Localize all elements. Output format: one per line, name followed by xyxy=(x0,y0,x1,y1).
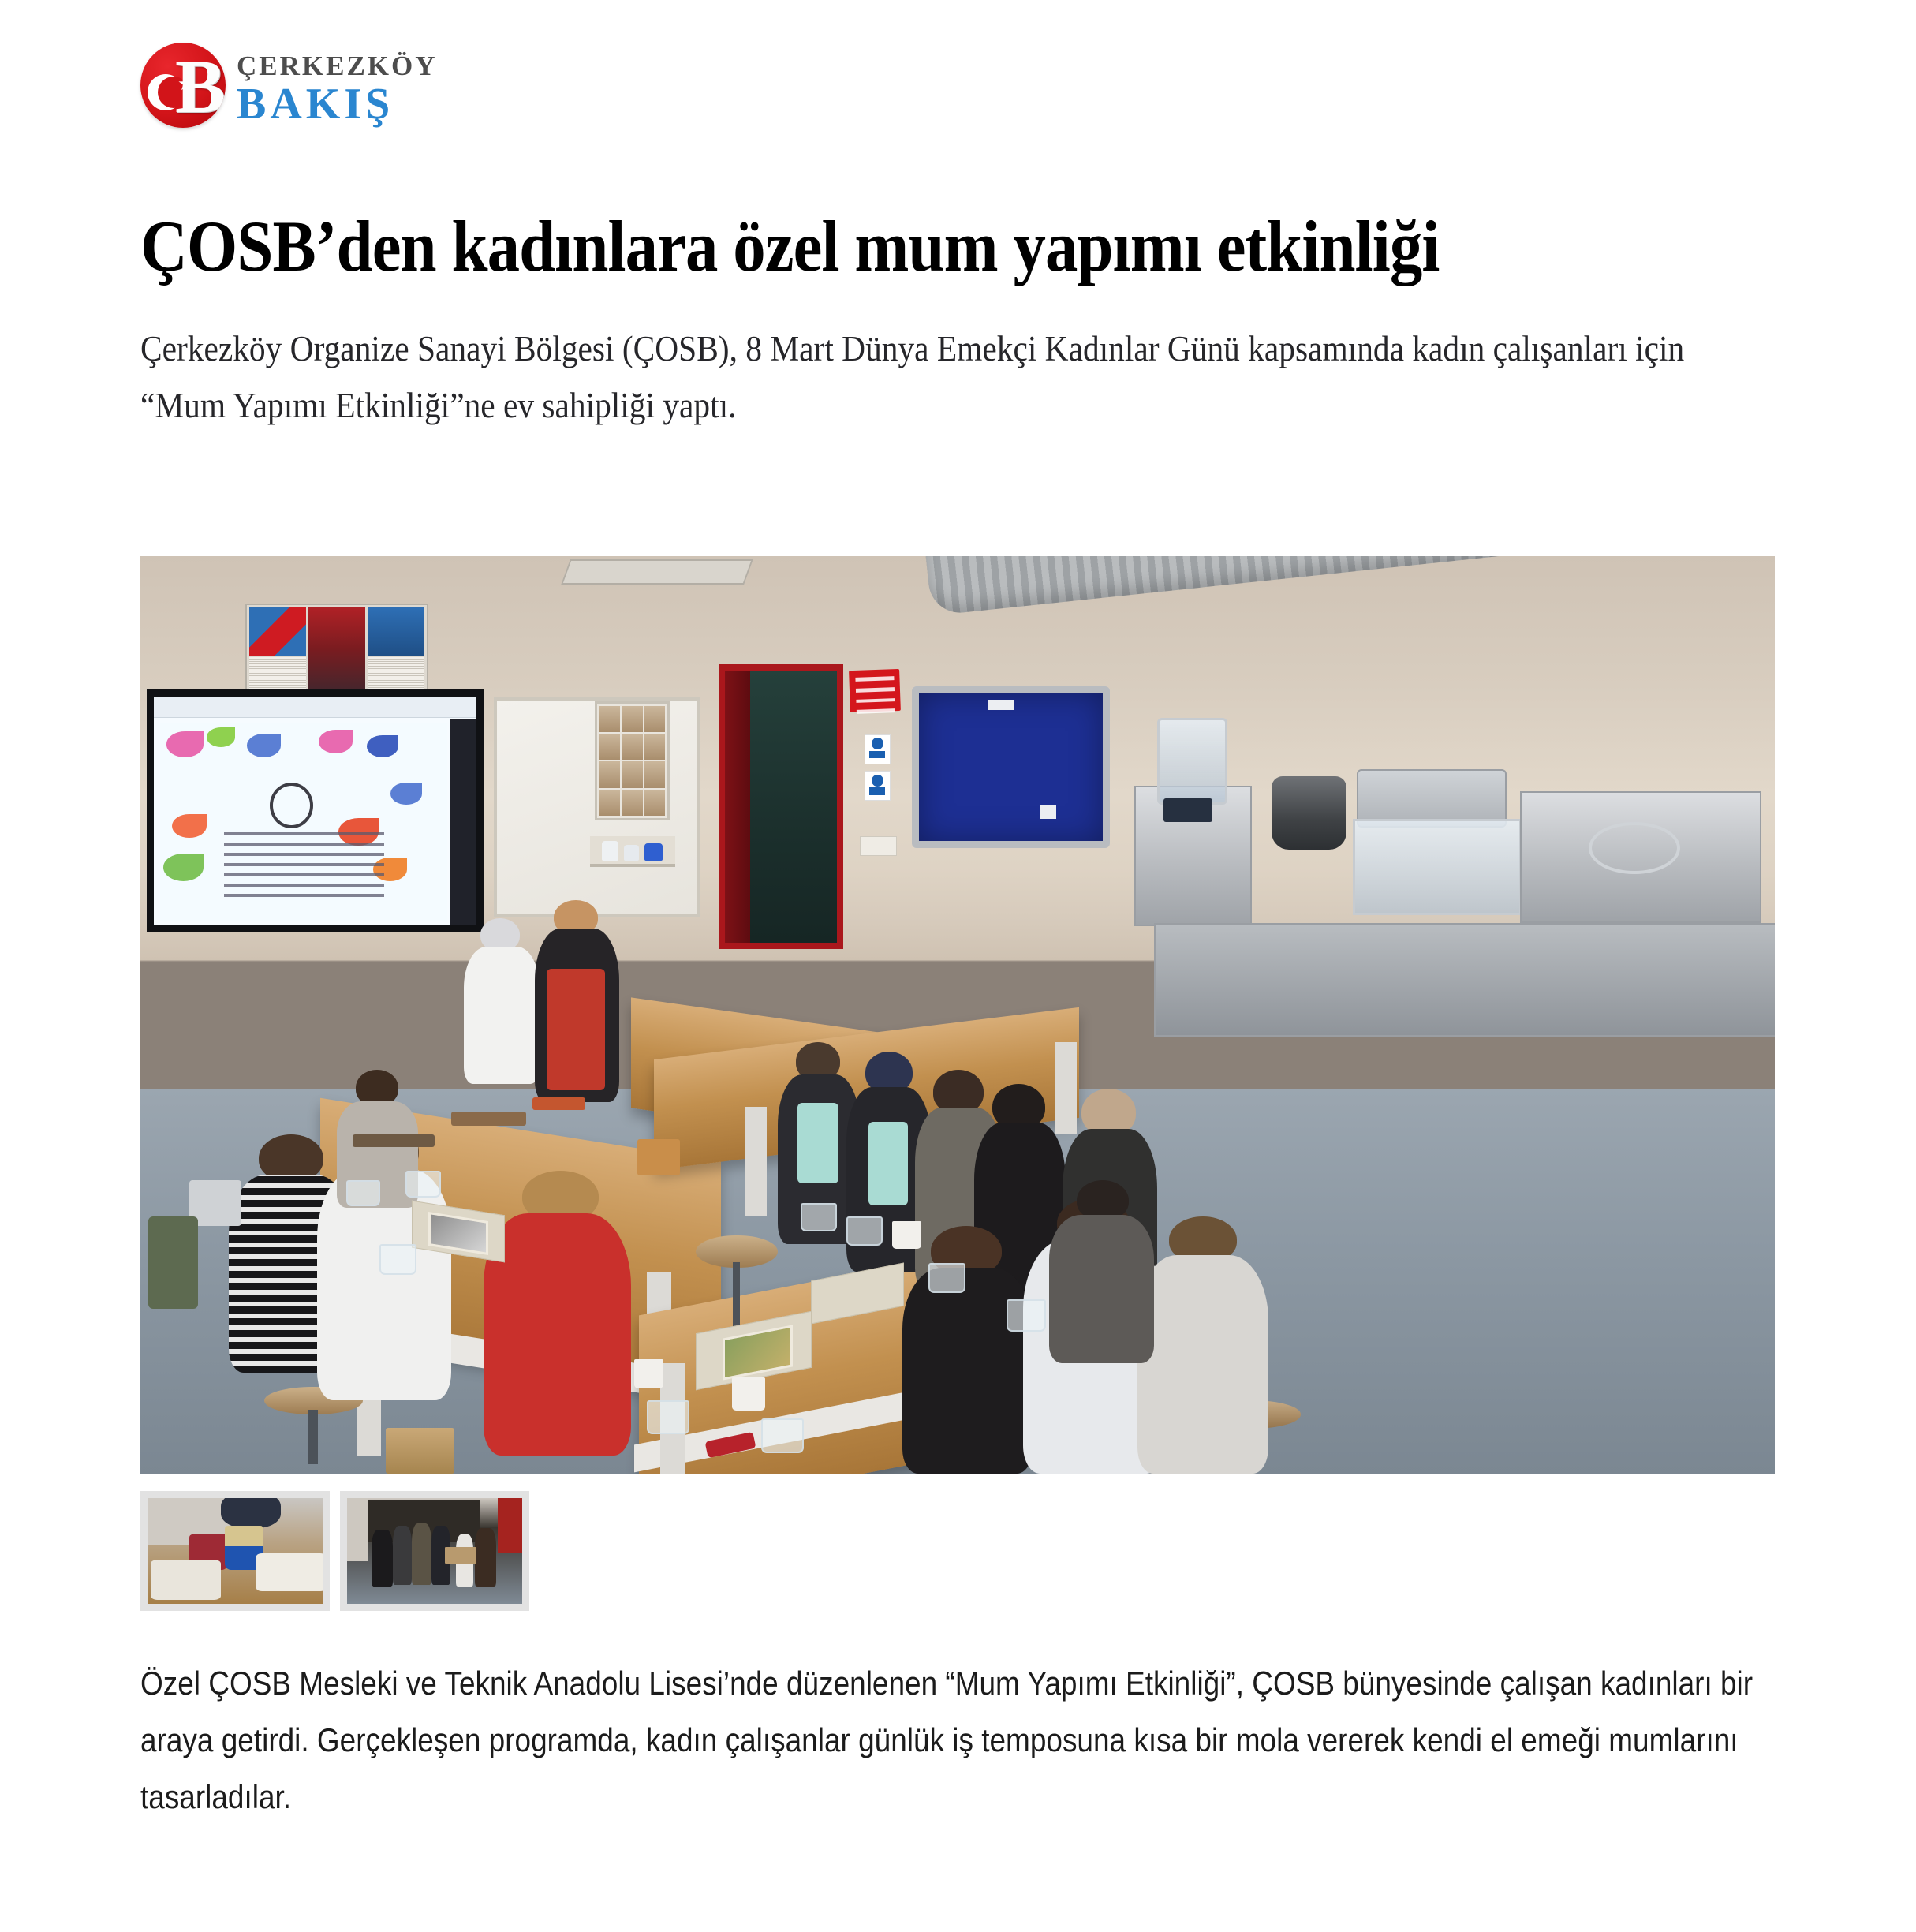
thumbnail-gallery xyxy=(140,1491,529,1611)
cabinet-cell xyxy=(599,790,620,816)
sign-line xyxy=(855,676,894,682)
cabinet-cell xyxy=(644,790,665,816)
article-lead: Çerkezköy Organize Sanayi Bölgesi (ÇOSB), 8 Mart Dünya Emekçi Kadınlar Günü kapsamında kadın çalışanları için “Mum Yapımı Etkinliği”ne ev sahipliği yaptı. xyxy=(140,329,1685,425)
slide-flower-10 xyxy=(390,783,422,804)
site-logo-link[interactable] xyxy=(140,43,438,128)
cabinet-cell xyxy=(644,734,665,760)
cabinet-cell xyxy=(622,734,642,760)
notice-paper xyxy=(1040,805,1057,819)
person-body xyxy=(1137,1255,1268,1474)
paper-cup xyxy=(892,1221,921,1249)
wall-shelf xyxy=(590,836,675,867)
shelf-item-jar xyxy=(602,841,619,860)
thumb-person xyxy=(372,1530,393,1586)
thumb-table xyxy=(445,1547,476,1564)
machine-glass-chamber xyxy=(1157,718,1227,805)
slide-flower-5 xyxy=(367,735,398,757)
red-door xyxy=(719,664,842,949)
glass-jar xyxy=(647,1400,689,1435)
slide-flower-1 xyxy=(166,731,204,757)
cabinet-cell xyxy=(644,706,665,732)
wall-socket xyxy=(860,836,898,856)
classroom-scene xyxy=(140,556,1775,1474)
cabinet-cell xyxy=(622,761,642,787)
paper-cup xyxy=(634,1359,663,1388)
logo-bottom-word: BAKIŞ xyxy=(237,80,394,129)
industrial-kettle xyxy=(1272,776,1346,850)
shelf-item-jar xyxy=(624,845,639,860)
paper-bag xyxy=(386,1428,454,1474)
ceiling-light xyxy=(561,559,753,585)
person-shirt xyxy=(797,1103,838,1183)
sign-line xyxy=(857,709,895,715)
page-title: ÇOSB’den kadınlara özel mum yapımı etkinliği xyxy=(140,206,1440,286)
wax-block xyxy=(532,1097,585,1110)
article-header xyxy=(140,207,1777,434)
shelf-item-box xyxy=(644,843,663,861)
sign-line xyxy=(856,698,895,704)
slide-flower-6 xyxy=(172,814,207,838)
person-front-right-4 xyxy=(1049,1180,1154,1364)
article-body xyxy=(140,1655,1786,1825)
cabinet-cell xyxy=(599,761,620,787)
person-head xyxy=(356,1070,398,1105)
thumb-wall xyxy=(347,1498,368,1561)
thumb-paper xyxy=(151,1560,221,1600)
glass-jar xyxy=(346,1180,380,1206)
article-body-paragraph: Özel ÇOSB Mesleki ve Teknik Anadolu Lisesi’nde düzenlenen “Mum Yapımı Etkinliği”, ÇOSB bünyesinde çalışan kadınları bir araya getirdi. Gerçekleşen programda, kadın çalışanlar günlük iş temposuna kısa bir mola vererek kendi el emeği mumlarını tasarladılar. xyxy=(140,1665,1754,1815)
person-front-right-1 xyxy=(902,1226,1033,1474)
waste-bin xyxy=(637,1139,680,1176)
equipment-bench xyxy=(1154,923,1775,1037)
glass-jar xyxy=(379,1244,417,1275)
turkish-flag-roundel-icon xyxy=(140,43,226,128)
thumbnail-2-image xyxy=(347,1498,522,1604)
person-body xyxy=(464,947,539,1084)
warning-sign xyxy=(849,669,901,713)
glass-jar xyxy=(801,1203,836,1232)
person-shirt xyxy=(868,1122,908,1205)
paper-cup xyxy=(732,1377,764,1411)
wall-display-cabinet xyxy=(595,701,670,820)
cabinet-cell xyxy=(599,706,620,732)
stool-post xyxy=(308,1410,317,1464)
logo-top-word: ÇERKEZKÖY xyxy=(237,50,438,81)
hero-image[interactable] xyxy=(140,556,1775,1474)
logo-wordmark xyxy=(237,43,438,127)
slide-flower-4 xyxy=(319,730,353,753)
thumb-person xyxy=(393,1526,412,1585)
door-leaf xyxy=(725,671,749,943)
thumbnail-1-image xyxy=(148,1498,323,1604)
glass-jar xyxy=(928,1263,966,1294)
machine-dial-icon xyxy=(1589,822,1680,874)
glass-jar xyxy=(405,1171,441,1198)
ceiling-duct xyxy=(925,556,1775,616)
cabinet-cell xyxy=(622,706,642,732)
slide-logo-icon xyxy=(270,783,313,828)
thumb-paper xyxy=(256,1553,323,1591)
glass-jar xyxy=(846,1216,882,1246)
material-tray xyxy=(451,1112,526,1127)
smartboard-sidebar xyxy=(450,719,476,925)
presentation-slide xyxy=(160,723,447,921)
person-body xyxy=(484,1213,630,1455)
slide-flower-2 xyxy=(207,727,235,747)
table-leg xyxy=(745,1107,767,1217)
sign-line xyxy=(856,687,895,693)
thumb-person xyxy=(412,1523,431,1585)
thumb-background-figure xyxy=(221,1498,280,1528)
safety-sign-lower xyxy=(865,771,891,801)
person-left-red-sweater xyxy=(484,1171,630,1456)
logo-letter-b: B xyxy=(174,44,224,128)
glass-jar xyxy=(761,1418,804,1453)
thumbnail-2[interactable] xyxy=(340,1491,529,1611)
person-front-right-3 xyxy=(1137,1216,1268,1474)
glass-display-unit xyxy=(1353,819,1521,915)
slide-flower-3 xyxy=(247,734,282,757)
material-tray xyxy=(353,1134,435,1147)
cabinet-cell xyxy=(622,790,642,816)
cabinet-cell xyxy=(599,734,620,760)
person-body xyxy=(1049,1215,1154,1363)
slide-flower-7 xyxy=(163,854,204,881)
person-instructor-apron xyxy=(532,900,621,1102)
smartboard-screen xyxy=(154,697,476,925)
potted-plant xyxy=(148,1216,197,1308)
smartboard-toolbar xyxy=(154,697,476,718)
poster-side-image xyxy=(368,607,424,656)
person-presenter-white-coat xyxy=(464,918,539,1083)
thumb-red-door xyxy=(498,1498,522,1553)
slide-title-text xyxy=(224,832,385,899)
machine-control-panel xyxy=(1163,798,1212,822)
cabinet-cell xyxy=(644,761,665,787)
thumbnail-1[interactable] xyxy=(140,1491,330,1611)
poster-flag-image xyxy=(249,607,306,656)
red-apron xyxy=(547,969,605,1090)
thumb-person xyxy=(475,1528,496,1587)
notice-paper xyxy=(988,700,1014,710)
site-header xyxy=(140,38,1797,133)
smartboard-display xyxy=(147,689,484,932)
safety-sign-upper xyxy=(865,734,891,764)
glass-jar xyxy=(1007,1299,1046,1332)
notice-board xyxy=(912,686,1110,848)
